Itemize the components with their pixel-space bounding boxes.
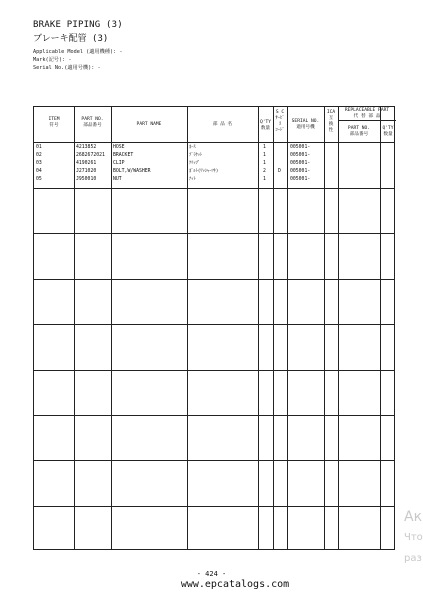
- row-part-name: BRACKET: [113, 153, 134, 158]
- watermark-text: Ак: [404, 509, 423, 525]
- row-part-name: HOSE: [113, 145, 125, 150]
- mark-label: Mark(記号): -: [33, 57, 72, 63]
- row-part-no: 2682672021: [76, 153, 105, 158]
- row-part-no: J950010: [76, 177, 97, 182]
- row-part-name-ja: ｸﾘｯﾌﾟ: [189, 161, 200, 166]
- row-part-name: NUT: [113, 177, 122, 182]
- header-serial-no: SERIAL NO. 適用号機: [291, 119, 320, 130]
- row-part-name-ja: ﾌﾞﾗｹｯﾄ: [189, 153, 203, 158]
- header-qty: Q'TY 数量: [259, 120, 272, 131]
- row-part-no: 4213852: [76, 145, 97, 150]
- row-part-no: 4190261: [76, 161, 97, 166]
- parts-table: [33, 106, 395, 550]
- row-qty: 1: [263, 177, 266, 182]
- header-replaceable-qty: Q'TY 数量: [382, 126, 394, 137]
- page-number: - 424 -: [196, 570, 227, 578]
- header-part-name: PART NAME: [136, 122, 162, 127]
- header-part-no: PART NO. 部品番号: [81, 117, 104, 128]
- page-title: BRAKE PIPING (3): [33, 20, 123, 30]
- row-qty: 1: [263, 153, 266, 158]
- watermark-text: раз: [404, 553, 422, 564]
- header-service-code: S C ｻｰﾋﾞ ｽ ｺｰﾄﾞ: [275, 110, 285, 133]
- header-item: ITEM 符号: [48, 117, 60, 128]
- header-replaceable-part-no: PART NO. 部品番号: [347, 126, 371, 137]
- serial-label: Serial No.(適用号機): -: [33, 65, 101, 71]
- row-part-no: J271020: [76, 169, 97, 174]
- row-item: 01: [36, 145, 42, 150]
- row-serial: 005001-: [290, 169, 311, 174]
- row-serial: 005001-: [290, 145, 311, 150]
- row-serial: 005001-: [290, 177, 311, 182]
- row-part-name-ja: ﾎﾞﾙﾄ(ﾜｯｼｬｰﾂｷ): [189, 169, 219, 174]
- applicable-model: Applicable Model (適用機種): -: [33, 49, 123, 55]
- row-serial: 005001-: [290, 161, 311, 166]
- footer-url: www.epcatalogs.com: [180, 579, 290, 590]
- row-item: 02: [36, 153, 42, 158]
- header-replaceable-part: REPLACEABLE PART 代 替 部 品: [344, 108, 390, 119]
- row-qty: 1: [263, 161, 266, 166]
- page-title-japanese: ブレーキ配管 (3): [33, 34, 109, 44]
- row-serial: 005001-: [290, 153, 311, 158]
- row-qty: 2: [263, 169, 266, 174]
- row-sc: D: [278, 169, 281, 174]
- row-part-name: CLIP: [113, 161, 125, 166]
- row-item: 03: [36, 161, 42, 166]
- watermark-text: Что: [404, 532, 423, 543]
- row-part-name-ja: ﾎｰｽ: [189, 145, 196, 150]
- row-part-name: BOLT,W/WASHER: [113, 169, 151, 174]
- row-part-name-ja: ﾅｯﾄ: [189, 177, 196, 182]
- header-part-name-ja: 部 品 名: [212, 122, 233, 127]
- row-qty: 1: [263, 145, 266, 150]
- row-item: 05: [36, 177, 42, 182]
- header-ica: ICA 互 換 性: [326, 110, 336, 133]
- row-item: 04: [36, 169, 42, 174]
